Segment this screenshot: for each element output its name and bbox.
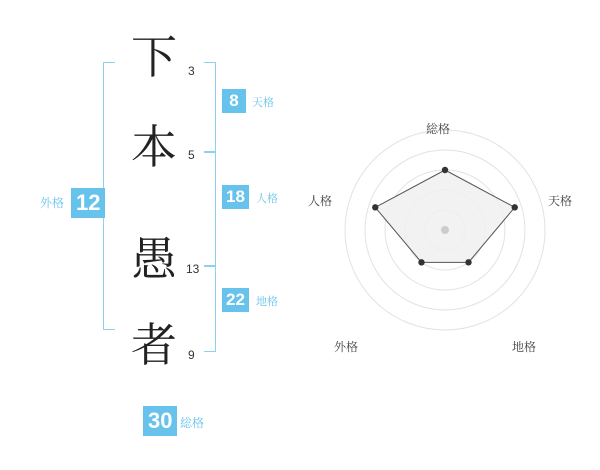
score-label-tenkaku: 天格 [252,96,274,109]
score-chip-jinkaku: 18 [222,185,249,209]
score-label-chikaku: 地格 [256,295,278,308]
stroke-count-2: 5 [188,148,195,162]
score-chip-tenkaku: 8 [222,89,246,113]
axis-label-bottom-left: 外格 [334,340,359,354]
score-label-soukaku: 総格 [180,416,205,430]
stroke-count-4: 9 [188,348,195,362]
axis-label-right: 天格 [548,194,573,208]
axis-label-bottom-right: 地格 [512,340,537,354]
kanji-char-4: 者 [131,318,177,372]
bracket-jinkaku [204,152,216,266]
bracket-tenkaku [204,62,216,152]
kanji-char-1: 下 [131,30,177,84]
score-chip-chikaku: 22 [222,288,249,312]
bracket-chikaku [204,266,216,352]
kanji-char-2: 本 [131,120,177,174]
kanji-char-3: 愚 [131,232,177,286]
axis-label-top: 総格 [426,122,451,136]
radar-chart [300,110,590,380]
score-label-jinkaku: 人格 [256,192,278,205]
stroke-count-3: 13 [186,262,200,276]
score-label-gaikaku: 外格 [40,196,65,210]
score-chip-soukaku: 30 [143,406,177,436]
score-chip-gaikaku: 12 [71,188,105,218]
stroke-count-1: 3 [188,64,195,78]
axis-label-left: 人格 [308,194,333,208]
